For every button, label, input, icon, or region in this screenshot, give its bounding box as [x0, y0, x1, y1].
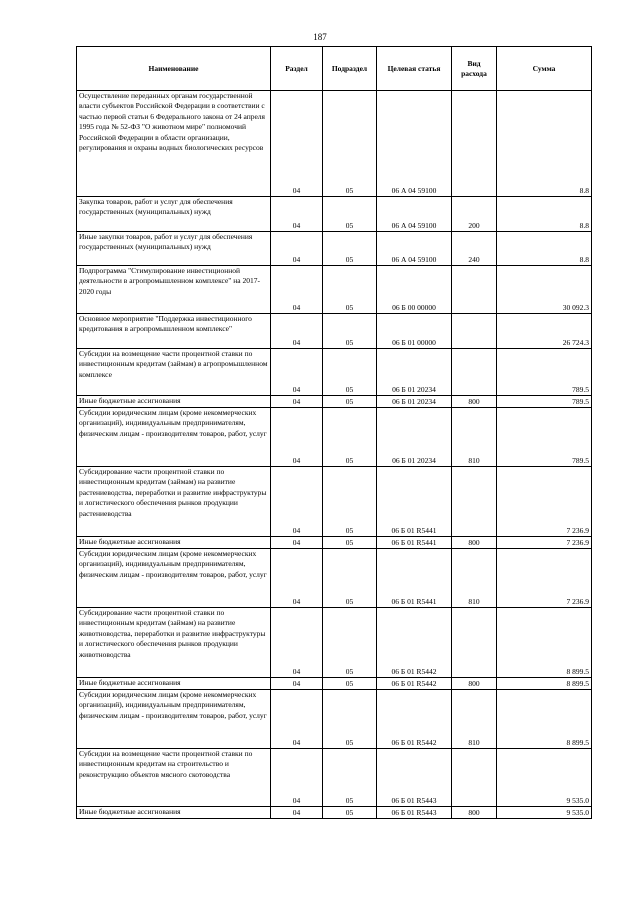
cell-name: Субсидии юридическим лицам (кроме некоммерческих организаций), индивидуальным предпринимателям, физическим лицам - производителям товаров, работ, услуг: [77, 690, 271, 749]
cell-section: 04: [271, 537, 323, 549]
cell-name: Закупка товаров, работ и услуг для обеспечения государственных (муниципальных) нужд: [77, 197, 271, 232]
cell-expense-type: [452, 349, 497, 396]
cell-expense-type: [452, 467, 497, 537]
budget-table: [76, 46, 592, 819]
cell-name: Иные бюджетные ассигнования: [77, 807, 271, 819]
cell-name: Иные бюджетные ассигнования: [77, 537, 271, 549]
table-row: [77, 266, 592, 314]
cell-subsection: 05: [323, 467, 377, 537]
cell-target: 06 Б 01 R5442: [377, 608, 452, 678]
cell-section: 04: [271, 749, 323, 807]
cell-subsection: 05: [323, 197, 377, 232]
cell-section: 04: [271, 807, 323, 819]
cell-target: 06 Б 01 R5441: [377, 467, 452, 537]
cell-name: Субсидии юридическим лицам (кроме некоммерческих организаций), индивидуальным предпринимателям, физическим лицам - производителям товаров, работ, услуг: [77, 408, 271, 467]
cell-section: 04: [271, 396, 323, 408]
cell-subsection: 05: [323, 266, 377, 314]
cell-amount: 789.5: [497, 408, 592, 467]
cell-expense-type: [452, 608, 497, 678]
header-target: Целевая статья: [377, 47, 452, 91]
cell-expense-type: 800: [452, 396, 497, 408]
cell-subsection: 05: [323, 807, 377, 819]
cell-section: 04: [271, 608, 323, 678]
cell-section: 04: [271, 349, 323, 396]
cell-name: Подпрограмма "Стимулирование инвестиционной деятельности в агропромышленном комплексе" на 2017-2020 годы: [77, 266, 271, 314]
cell-section: 04: [271, 91, 323, 197]
table-row: [77, 549, 592, 608]
cell-section: 04: [271, 266, 323, 314]
cell-amount: 789.5: [497, 349, 592, 396]
cell-section: 04: [271, 197, 323, 232]
cell-target: 06 А 04 59100: [377, 232, 452, 266]
table-row: [77, 608, 592, 678]
table-row: [77, 807, 592, 819]
cell-amount: 26 724.3: [497, 314, 592, 349]
table-row: [77, 690, 592, 749]
cell-target: 06 Б 01 20234: [377, 396, 452, 408]
cell-target: 06 Б 01 R5443: [377, 807, 452, 819]
cell-amount: 789.5: [497, 396, 592, 408]
cell-section: 04: [271, 314, 323, 349]
cell-expense-type: 200: [452, 197, 497, 232]
cell-target: 06 Б 01 R5442: [377, 678, 452, 690]
table-row: [77, 349, 592, 396]
cell-target: 06 Б 01 R5441: [377, 549, 452, 608]
cell-subsection: 05: [323, 91, 377, 197]
cell-name: Субсидирование части процентной ставки по инвестиционным кредитам (займам) на развитие растениеводства, переработки и развитие инфраструктуры и логистического обеспечения рынков продукции растениеводства: [77, 467, 271, 537]
cell-expense-type: 240: [452, 232, 497, 266]
cell-subsection: 05: [323, 408, 377, 467]
header-subsection: Подраздел: [323, 47, 377, 91]
cell-expense-type: 800: [452, 678, 497, 690]
cell-subsection: 05: [323, 396, 377, 408]
cell-expense-type: [452, 91, 497, 197]
cell-name: Субсидии юридическим лицам (кроме некоммерческих организаций), индивидуальным предпринимателям, физическим лицам - производителям товаров, работ, услуг: [77, 549, 271, 608]
table-row: [77, 232, 592, 266]
cell-target: 06 А 04 59100: [377, 91, 452, 197]
cell-subsection: 05: [323, 690, 377, 749]
cell-subsection: 05: [323, 232, 377, 266]
cell-amount: 8 899.5: [497, 690, 592, 749]
cell-amount: 8 899.5: [497, 608, 592, 678]
table-row: [77, 396, 592, 408]
table-row: [77, 537, 592, 549]
cell-amount: 7 236.9: [497, 549, 592, 608]
cell-expense-type: 810: [452, 408, 497, 467]
cell-subsection: 05: [323, 537, 377, 549]
cell-name: Субсидирование части процентной ставки по инвестиционным кредитам (займам) на развитие животноводства, переработки и развитие инфраструктуры и логистического обеспечения рынков продукции животноводства: [77, 608, 271, 678]
cell-target: 06 Б 01 00000: [377, 314, 452, 349]
cell-target: 06 Б 01 R5442: [377, 690, 452, 749]
table-row: [77, 197, 592, 232]
table-row: [77, 467, 592, 537]
cell-expense-type: 800: [452, 537, 497, 549]
cell-expense-type: [452, 266, 497, 314]
cell-section: 04: [271, 232, 323, 266]
cell-name: Субсидии на возмещение части процентной ставки по инвестиционным кредитам (займам) в агропромышленном комплексе: [77, 349, 271, 396]
table-row: [77, 91, 592, 197]
page-number: 187: [313, 32, 327, 42]
cell-amount: 9 535.0: [497, 807, 592, 819]
header-name: Наименование: [77, 47, 271, 91]
cell-amount: 8.8: [497, 197, 592, 232]
table-row: [77, 749, 592, 807]
cell-amount: 30 092.3: [497, 266, 592, 314]
cell-amount: 9 535.0: [497, 749, 592, 807]
cell-name: Иные бюджетные ассигнования: [77, 396, 271, 408]
table-row: [77, 678, 592, 690]
cell-target: 06 Б 00 00000: [377, 266, 452, 314]
cell-expense-type: 800: [452, 807, 497, 819]
cell-section: 04: [271, 678, 323, 690]
cell-target: 06 А 04 59100: [377, 197, 452, 232]
cell-section: 04: [271, 690, 323, 749]
cell-subsection: 05: [323, 749, 377, 807]
cell-amount: 7 236.9: [497, 467, 592, 537]
header-amount: Сумма: [497, 47, 592, 91]
table-row: [77, 408, 592, 467]
cell-amount: 7 236.9: [497, 537, 592, 549]
cell-subsection: 05: [323, 678, 377, 690]
cell-name: Иные бюджетные ассигнования: [77, 678, 271, 690]
cell-name: Осуществление переданных органам государственной власти субъектов Российской Федерации в соответствии с частью первой статьи 6 Федерального закона от 24 апреля 1995 года № 52-ФЗ "О животном мире" полномочий Российской Федерации в области организации, регулирования и охраны водных биологических ресурсов: [77, 91, 271, 197]
cell-subsection: 05: [323, 349, 377, 396]
cell-section: 04: [271, 408, 323, 467]
cell-target: 06 Б 01 20234: [377, 408, 452, 467]
header-expense-type: Вид расхода: [452, 47, 497, 91]
cell-amount: 8.8: [497, 91, 592, 197]
cell-name: Основное мероприятие "Поддержка инвестиционного кредитования в агропромышленном комплексе": [77, 314, 271, 349]
header-section: Раздел: [271, 47, 323, 91]
cell-subsection: 05: [323, 549, 377, 608]
cell-subsection: 05: [323, 314, 377, 349]
cell-name: Субсидии на возмещение части процентной ставки по инвестиционным кредитам на строительство и реконструкцию объектов мясного скотоводства: [77, 749, 271, 807]
cell-target: 06 Б 01 R5441: [377, 537, 452, 549]
cell-expense-type: 810: [452, 549, 497, 608]
table-row: [77, 314, 592, 349]
cell-target: 06 Б 01 R5443: [377, 749, 452, 807]
cell-subsection: 05: [323, 608, 377, 678]
cell-expense-type: [452, 314, 497, 349]
cell-section: 04: [271, 467, 323, 537]
cell-amount: 8.8: [497, 232, 592, 266]
cell-expense-type: 810: [452, 690, 497, 749]
table-header-row: [77, 47, 592, 91]
cell-name: Иные закупки товаров, работ и услуг для обеспечения государственных (муниципальных) нужд: [77, 232, 271, 266]
cell-target: 06 Б 01 20234: [377, 349, 452, 396]
cell-expense-type: [452, 749, 497, 807]
cell-section: 04: [271, 549, 323, 608]
cell-amount: 8 899.5: [497, 678, 592, 690]
